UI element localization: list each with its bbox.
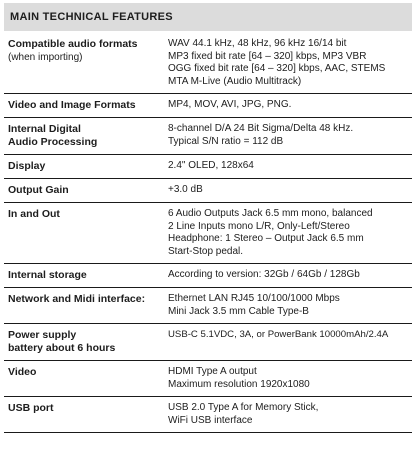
- spec-label: In and Out: [8, 208, 60, 220]
- spec-row-display: [4, 155, 412, 179]
- spec-value: +3.0 dB: [168, 184, 203, 195]
- spec-value: According to version: 32Gb / 64Gb / 128Gb: [168, 269, 360, 280]
- spec-value: USB 2.0 Type A for Memory Stick, WiFi USB interface: [168, 402, 319, 426]
- spec-sublabel: (when importing): [8, 52, 83, 63]
- spec-label: Internal storage: [8, 269, 87, 281]
- spec-label: Video and Image Formats: [8, 99, 136, 111]
- spec-row-usb-port: [4, 397, 412, 433]
- spec-label: Output Gain: [8, 184, 69, 196]
- spec-row-video: [4, 361, 412, 397]
- spec-label: Display: [8, 160, 46, 172]
- spec-row-audio-processing: [4, 118, 412, 155]
- spec-label: Network and Midi interface:: [8, 293, 146, 305]
- spec-row-video-image-formats: [4, 94, 412, 118]
- spec-row-output-gain: [4, 179, 412, 203]
- spec-row-network-midi: [4, 288, 412, 324]
- spec-table: [4, 31, 412, 433]
- spec-value: WAV 44.1 kHz, 48 kHz, 96 kHz 16/14 bit MP3 fixed bit rate [64 – 320] kbps, MP3 VBR OGG fixed bit rate [64 – 320] kbps, AAC, STEMS MTA M-Live (Audio Multitrack): [168, 38, 386, 87]
- spec-label: Video: [8, 366, 37, 378]
- spec-label: Compatible audio formats (when importing): [8, 38, 168, 88]
- spec-row-audio-formats: [4, 33, 412, 94]
- spec-value: 6 Audio Outputs Jack 6.5 mm mono, balanced 2 Line Inputs mono L/R, Only-Left/Stereo Headphone: 1 Stereo – Output Jack 6.5 mm Start-Stop pedal.: [168, 208, 373, 257]
- spec-value: HDMI Type A output Maximum resolution 1920x1080: [168, 366, 310, 390]
- spec-value: 8-channel D/A 24 Bit Sigma/Delta 48 kHz. Typical S/N ratio = 112 dB: [168, 123, 354, 147]
- spec-row-power-supply: [4, 324, 412, 361]
- spec-value: 2.4" OLED, 128x64: [168, 160, 254, 171]
- spec-value: MP4, MOV, AVI, JPG, PNG.: [168, 99, 292, 110]
- spec-label: Internal Digital Audio Processing: [8, 123, 98, 148]
- spec-sheet: [0, 3, 416, 452]
- spec-value: Ethernet LAN RJ45 10/100/1000 Mbps Mini Jack 3.5 mm Cable Type-B: [168, 293, 340, 317]
- spec-value: USB-C 5.1VDC, 3A, or PowerBank 10000mAh/2.4A: [168, 329, 389, 340]
- spec-row-in-out: [4, 203, 412, 264]
- section-title: MAIN TECHNICAL FEATURES: [4, 3, 412, 31]
- spec-label: USB port: [8, 402, 54, 414]
- spec-row-internal-storage: [4, 264, 412, 288]
- spec-label: Power supply battery about 6 hours: [8, 329, 116, 354]
